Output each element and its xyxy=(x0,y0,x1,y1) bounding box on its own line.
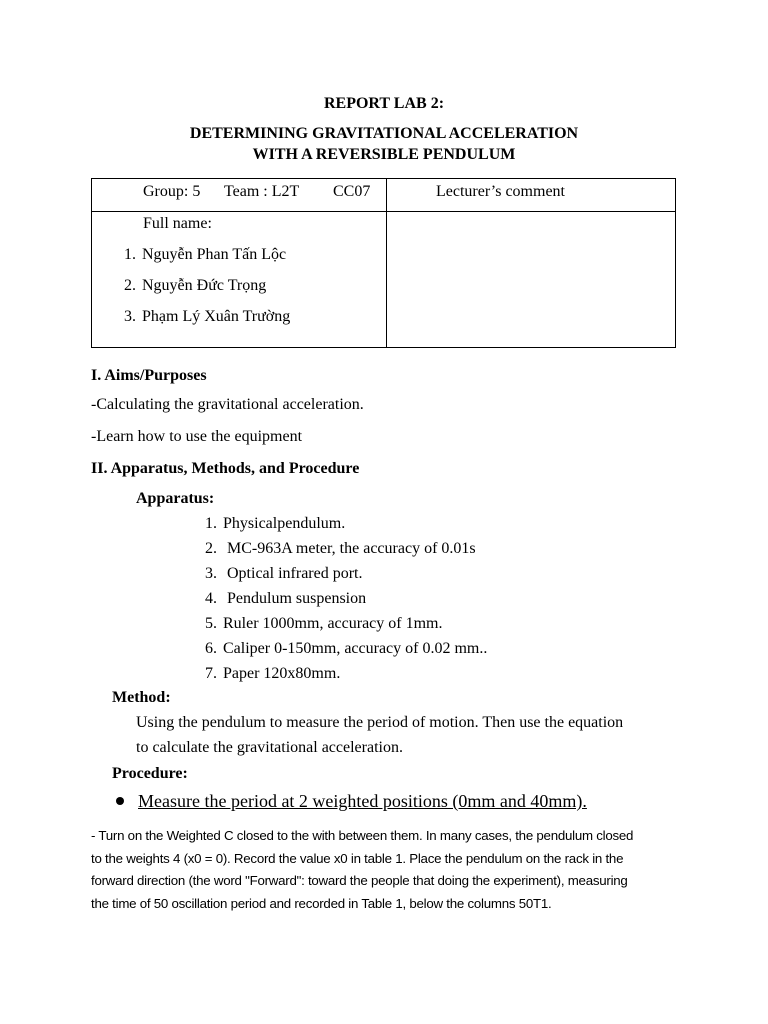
procedure-bullet-text: Measure the period at 2 weighted positions (0mm and 40mm). xyxy=(138,791,587,811)
method-label: Method: xyxy=(112,689,171,706)
method-text-line-2: to calculate the gravitational acceleration. xyxy=(136,739,403,756)
apparatus-item xyxy=(197,539,476,559)
member-item xyxy=(116,245,286,265)
group-info-table xyxy=(91,178,676,348)
apparatus-text: MC-963A meter, the accuracy of 0.01s xyxy=(223,540,476,557)
full-name-label: Full name: xyxy=(143,215,212,232)
apparatus-number: 4. xyxy=(205,590,217,607)
bullet-icon xyxy=(116,797,124,805)
method-text-line-1: Using the pendulum to measure the period of motion. Then use the equation xyxy=(136,714,624,731)
apparatus-text: Optical infrared port. xyxy=(223,565,363,582)
procedure-paragraph xyxy=(91,825,691,915)
member-item xyxy=(116,307,290,327)
apparatus-number: 6. xyxy=(205,640,217,657)
member-name: Phạm Lý Xuân Trường xyxy=(142,308,291,325)
apparatus-number: 1. xyxy=(205,515,217,532)
apparatus-text: Paper 120x80mm. xyxy=(223,665,341,682)
member-name: Nguyễn Phan Tấn Lộc xyxy=(142,246,287,263)
apparatus-item xyxy=(197,664,340,684)
apparatus-item xyxy=(197,614,443,634)
team-code: Team : L2T xyxy=(224,183,300,200)
apparatus-number: 5. xyxy=(205,615,217,632)
lecturer-comment-cell xyxy=(388,213,675,347)
apparatus-number: 2. xyxy=(205,540,217,557)
section-apparatus-heading: II. Apparatus, Methods, and Procedure xyxy=(91,460,360,477)
paragraph-line: forward direction (the word "Forward": toward the people that doing the experiment), measuring xyxy=(91,873,628,888)
apparatus-item xyxy=(197,514,345,534)
apparatus-text: Physicalpendulum. xyxy=(223,515,346,532)
lecturer-comment-header: Lecturer’s comment xyxy=(436,183,565,200)
class-code: CC07 xyxy=(333,183,371,200)
paragraph-line: the time of 50 oscillation period and recorded in Table 1, below the columns 50T1. xyxy=(91,895,552,911)
member-number: 1. xyxy=(124,246,136,263)
paragraph-line: - Turn on the Weighted C closed to the with between them. In many cases, the pendulum closed xyxy=(91,828,634,843)
apparatus-label: Apparatus: xyxy=(136,490,215,507)
report-subtitle-line-1: DETERMINING GRAVITATIONAL ACCELERATION xyxy=(189,125,579,142)
apparatus-text: Ruler 1000mm, accuracy of 1mm. xyxy=(223,615,443,632)
member-name: Nguyễn Đức Trọng xyxy=(142,277,267,294)
group-number: Group: 5 xyxy=(143,183,201,200)
report-title: REPORT LAB 2: xyxy=(323,95,445,112)
member-number: 2. xyxy=(124,277,136,294)
apparatus-item xyxy=(197,589,366,609)
section-aims-heading: I. Aims/Purposes xyxy=(91,367,207,384)
procedure-label: Procedure: xyxy=(112,765,188,782)
apparatus-text: Pendulum suspension xyxy=(223,590,367,607)
aim-item: -Calculating the gravitational acceleration. xyxy=(91,396,364,413)
member-number: 3. xyxy=(124,308,136,325)
apparatus-text: Caliper 0-150mm, accuracy of 0.02 mm.. xyxy=(223,640,488,657)
procedure-bullet-item xyxy=(116,790,587,812)
aim-item: -Learn how to use the equipment xyxy=(91,428,303,445)
apparatus-number: 7. xyxy=(205,665,217,682)
apparatus-item xyxy=(197,639,487,659)
report-subtitle-line-2: WITH A REVERSIBLE PENDULUM xyxy=(252,146,516,163)
apparatus-number: 3. xyxy=(205,565,217,582)
member-item xyxy=(116,276,266,296)
table-column-divider xyxy=(386,179,387,347)
paragraph-line: to the weights 4 (x0 = 0). Record the value x0 in table 1. Place the pendulum on the rack in the xyxy=(91,850,624,866)
table-row-divider xyxy=(92,211,675,212)
apparatus-item xyxy=(197,564,363,584)
